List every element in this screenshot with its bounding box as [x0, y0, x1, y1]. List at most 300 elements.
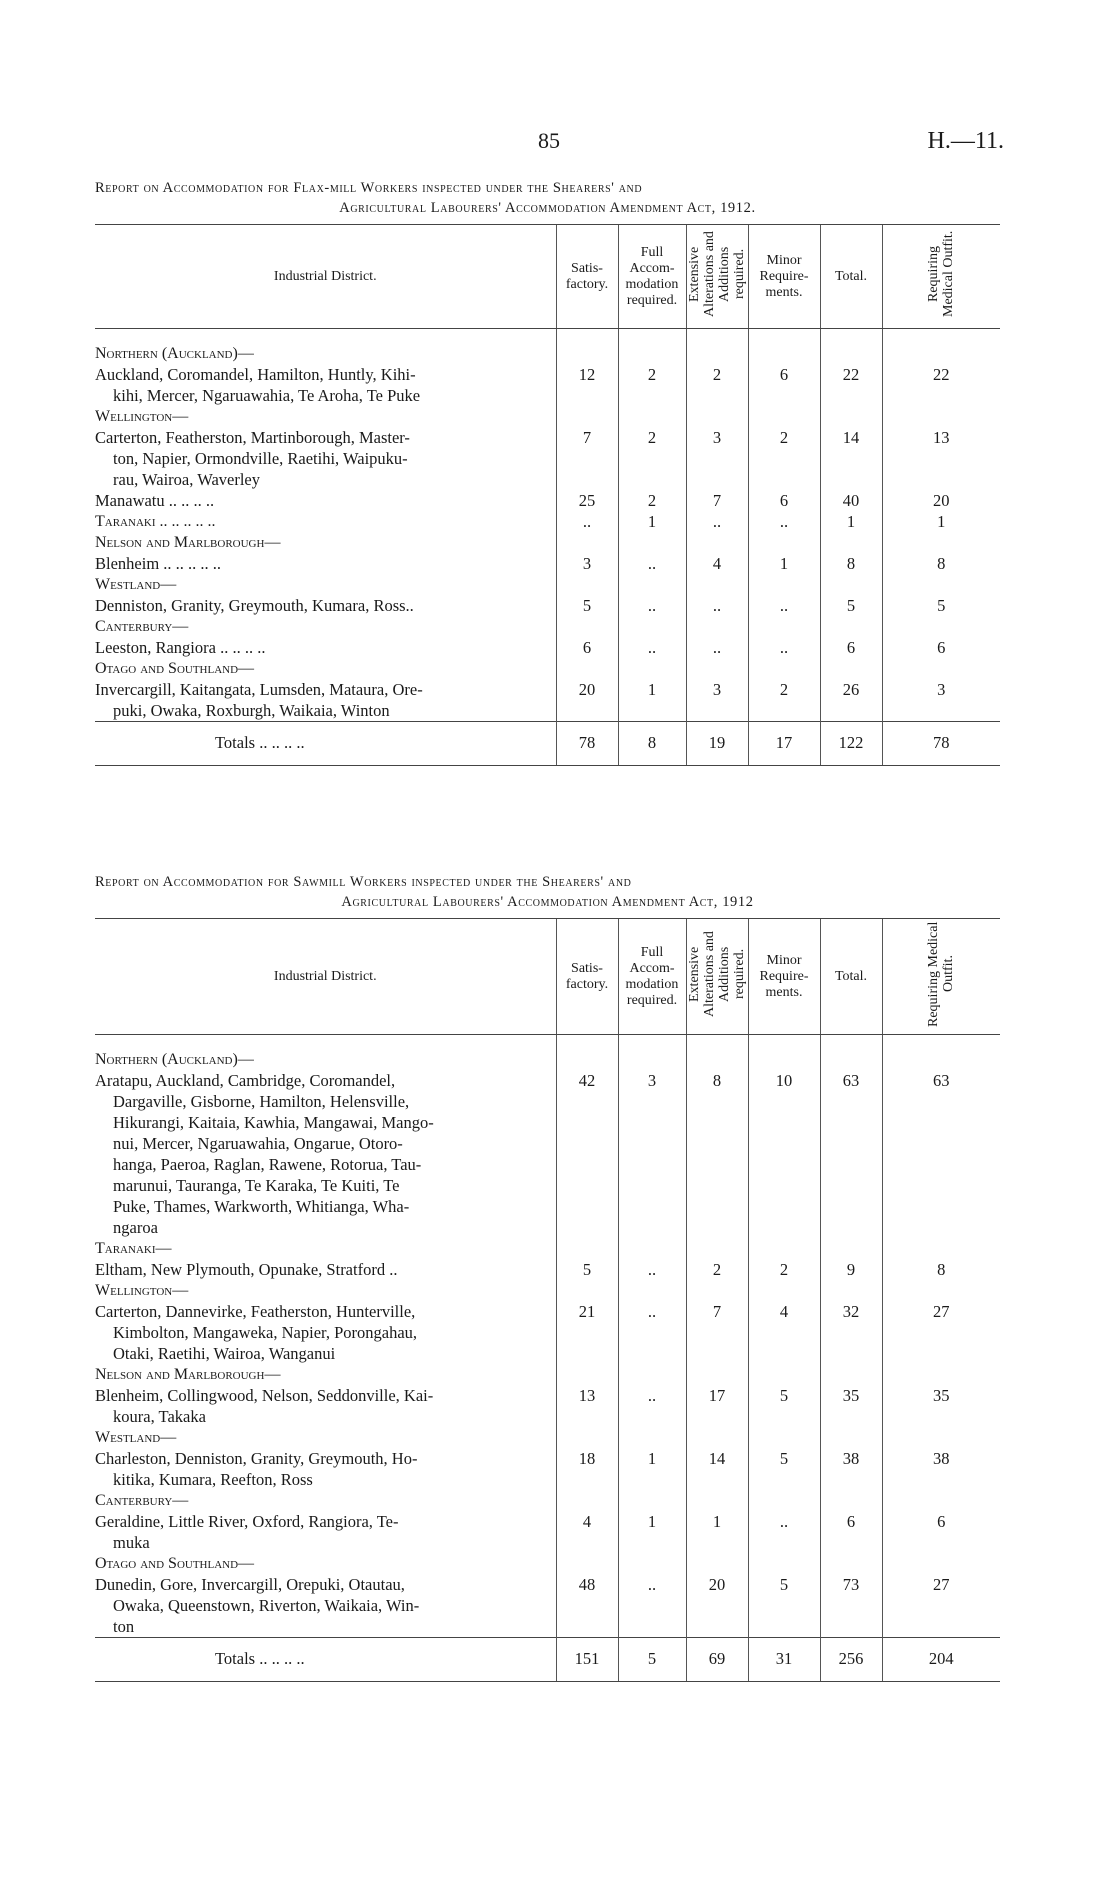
- empty-cell: [748, 1049, 820, 1070]
- cell-minor-requirements: 5: [748, 1574, 820, 1638]
- place-line: kitika, Kumara, Reefton, Ross: [113, 1470, 313, 1489]
- region-row: [95, 658, 1000, 679]
- total-satisfactory: 151: [556, 1638, 618, 1682]
- region-row: [95, 532, 1000, 553]
- place-line: puki, Owaka, Roxburgh, Waikaia, Winton: [113, 701, 390, 720]
- header-requiring-medical-outfit: Requiring Medical Outfit.: [882, 225, 1000, 329]
- cell-requiring-medical-outfit: 20: [882, 490, 1000, 511]
- places-cell: [95, 1448, 556, 1490]
- region-name: Wellington—: [95, 408, 189, 425]
- empty-cell: [618, 1427, 686, 1448]
- cell-extensive-alterations: 14: [686, 1448, 748, 1490]
- cell-minor-requirements: ..: [748, 511, 820, 532]
- place-line: Dargaville, Gisborne, Hamilton, Helensville,: [113, 1092, 410, 1111]
- region-row: [95, 1049, 1000, 1070]
- cell-full-accommodation: ..: [618, 1385, 686, 1427]
- table-row: [95, 490, 1000, 511]
- empty-cell: [618, 1490, 686, 1511]
- region-name: Northern (Auckland)—: [95, 1051, 254, 1068]
- cell-requiring-medical-outfit: 6: [882, 1511, 1000, 1553]
- cell-requiring-medical-outfit: 6: [882, 637, 1000, 658]
- totals-row: [95, 722, 1000, 766]
- total-total: 122: [820, 722, 882, 766]
- cell-extensive-alterations: 3: [686, 427, 748, 490]
- empty-cell: [820, 658, 882, 679]
- region-name: Nelson and Marlborough—: [95, 1366, 281, 1383]
- cell-satisfactory: 5: [556, 1259, 618, 1280]
- empty-cell: [820, 1490, 882, 1511]
- empty-cell: [618, 406, 686, 427]
- header-minor-requirements: Minor Require- ments.: [748, 919, 820, 1035]
- cell-minor-requirements: 5: [748, 1448, 820, 1490]
- empty-cell: [556, 1364, 618, 1385]
- empty-cell: [618, 532, 686, 553]
- place-line: Carterton, Dannevirke, Featherston, Hunterville,: [95, 1302, 416, 1321]
- cell-total: 73: [820, 1574, 882, 1638]
- cell-extensive-alterations: 7: [686, 1301, 748, 1364]
- empty-cell: [618, 1553, 686, 1574]
- empty-cell: [618, 658, 686, 679]
- cell-minor-requirements: ..: [748, 637, 820, 658]
- cell-minor-requirements: 10: [748, 1070, 820, 1238]
- cell-satisfactory: 7: [556, 427, 618, 490]
- empty-cell: [748, 1280, 820, 1301]
- cell-extensive-alterations: 7: [686, 490, 748, 511]
- place-line: Aratapu, Auckland, Cambridge, Coromandel,: [95, 1071, 396, 1090]
- header-industrial-district: Industrial District.: [95, 919, 556, 1035]
- total-extensive-alterations: 19: [686, 722, 748, 766]
- header-total: Total.: [820, 919, 882, 1035]
- cell-requiring-medical-outfit: 38: [882, 1448, 1000, 1490]
- cell-requiring-medical-outfit: 3: [882, 679, 1000, 722]
- place-line: rau, Wairoa, Waverley: [113, 470, 261, 489]
- total-minor-requirements: 17: [748, 722, 820, 766]
- cell-full-accommodation: 1: [618, 1511, 686, 1553]
- place-line: Hikurangi, Kaitaia, Kawhia, Mangawai, Mango-: [113, 1113, 434, 1132]
- table-row: [95, 553, 1000, 574]
- places-cell: [95, 1511, 556, 1553]
- empty-cell: [686, 616, 748, 637]
- cell-total: 38: [820, 1448, 882, 1490]
- report-title-line-2: Agricultural Labourers' Accommodation Amendment Act, 1912.: [339, 200, 756, 216]
- cell-requiring-medical-outfit: 1: [882, 511, 1000, 532]
- empty-cell: [882, 574, 1000, 595]
- cell-extensive-alterations: 2: [686, 364, 748, 406]
- places-cell: [95, 679, 556, 722]
- empty-cell: [686, 1238, 748, 1259]
- header-satisfactory: Satis- factory.: [556, 225, 618, 329]
- table-row: [95, 1511, 1000, 1553]
- empty-cell: [686, 532, 748, 553]
- cell-requiring-medical-outfit: 35: [882, 1385, 1000, 1427]
- cell-minor-requirements: 1: [748, 553, 820, 574]
- report-title: [95, 872, 1000, 912]
- empty-cell: [556, 1490, 618, 1511]
- empty-cell: [618, 1280, 686, 1301]
- total-total: 256: [820, 1638, 882, 1682]
- table-row: [95, 637, 1000, 658]
- cell-full-accommodation: 1: [618, 511, 686, 532]
- region-name: Nelson and Marlborough—: [95, 534, 281, 551]
- report-title-line-2: Agricultural Labourers' Accommodation Amendment Act, 1912: [341, 894, 754, 910]
- cell-requiring-medical-outfit: 5: [882, 595, 1000, 616]
- place-line: Manawatu .. .. .. ..: [95, 491, 215, 510]
- places-cell: [95, 1385, 556, 1427]
- cell-minor-requirements: ..: [748, 595, 820, 616]
- region-row: [95, 1280, 1000, 1301]
- region-row: [95, 1553, 1000, 1574]
- empty-cell: [882, 532, 1000, 553]
- empty-cell: [556, 1049, 618, 1070]
- place-line: Puke, Thames, Warkworth, Whitianga, Wha-: [113, 1197, 410, 1216]
- header-industrial-district: Industrial District.: [95, 225, 556, 329]
- empty-cell: [686, 406, 748, 427]
- place-line: Blenheim .. .. .. .. ..: [95, 554, 222, 573]
- region-name: Westland—: [95, 576, 177, 593]
- accommodation-table: [95, 918, 1000, 1682]
- cell-minor-requirements: 6: [748, 364, 820, 406]
- cell-total: 14: [820, 427, 882, 490]
- place-line: koura, Takaka: [113, 1407, 206, 1426]
- header-satisfactory: Satis- factory.: [556, 919, 618, 1035]
- table-row: [95, 1448, 1000, 1490]
- empty-cell: [882, 406, 1000, 427]
- places-cell: [95, 1301, 556, 1364]
- places-cell: [95, 637, 556, 658]
- table-header-row: [95, 225, 1000, 329]
- empty-cell: [556, 343, 618, 364]
- cell-total: 40: [820, 490, 882, 511]
- cell-full-accommodation: 2: [618, 427, 686, 490]
- totals-label: Totals .. .. .. ..: [95, 722, 556, 766]
- place-line: kihi, Mercer, Ngaruawahia, Te Aroha, Te Puke: [113, 386, 421, 405]
- cell-extensive-alterations: 20: [686, 1574, 748, 1638]
- total-requiring-medical-outfit: 78: [882, 722, 1000, 766]
- empty-cell: [820, 1553, 882, 1574]
- empty-cell: [820, 616, 882, 637]
- sawmill-report: [95, 872, 1000, 1682]
- place-line: Dunedin, Gore, Invercargill, Orepuki, Otautau,: [95, 1575, 405, 1594]
- cell-requiring-medical-outfit: 22: [882, 364, 1000, 406]
- spacer-row: [95, 1035, 1000, 1050]
- place-line: Leeston, Rangiora .. .. .. ..: [95, 638, 266, 657]
- places-cell: [95, 1070, 556, 1238]
- totals-label: Totals .. .. .. ..: [95, 1638, 556, 1682]
- header-extensive-alterations: Extensive Alterations and Additions required.: [686, 225, 748, 329]
- table-row: [95, 1259, 1000, 1280]
- cell-minor-requirements: 4: [748, 1301, 820, 1364]
- table-row: [95, 1574, 1000, 1638]
- table-row: [95, 364, 1000, 406]
- header-total: Total.: [820, 225, 882, 329]
- cell-satisfactory: 6: [556, 637, 618, 658]
- empty-cell: [686, 1364, 748, 1385]
- cell-extensive-alterations: 4: [686, 553, 748, 574]
- cell-extensive-alterations: 17: [686, 1385, 748, 1427]
- region-name: Taranaki .. .. .. .. ..: [95, 513, 216, 530]
- place-line: Denniston, Granity, Greymouth, Kumara, Ross..: [95, 596, 414, 615]
- empty-cell: [882, 1364, 1000, 1385]
- empty-cell: [686, 343, 748, 364]
- empty-cell: [748, 1364, 820, 1385]
- place-line: Otaki, Raetihi, Wairoa, Wanganui: [113, 1344, 336, 1363]
- place-line: Blenheim, Collingwood, Nelson, Seddonville, Kai-: [95, 1386, 434, 1405]
- empty-cell: [882, 1553, 1000, 1574]
- cell-extensive-alterations: 8: [686, 1070, 748, 1238]
- empty-cell: [748, 532, 820, 553]
- region-row: [95, 1490, 1000, 1511]
- cell-requiring-medical-outfit: 27: [882, 1574, 1000, 1638]
- cell-minor-requirements: 5: [748, 1385, 820, 1427]
- cell-full-accommodation: 2: [618, 364, 686, 406]
- empty-cell: [882, 1049, 1000, 1070]
- header-minor-requirements: Minor Require- ments.: [748, 225, 820, 329]
- place-line: muka: [113, 1533, 150, 1552]
- cell-satisfactory: 48: [556, 1574, 618, 1638]
- table-row: [95, 1385, 1000, 1427]
- region-name: Wellington—: [95, 1282, 189, 1299]
- header-requiring-medical-outfit: Requiring Medical Outfit.: [882, 919, 1000, 1035]
- cell-extensive-alterations: 2: [686, 1259, 748, 1280]
- cell-full-accommodation: ..: [618, 553, 686, 574]
- table-row: [95, 679, 1000, 722]
- cell-satisfactory: 4: [556, 1511, 618, 1553]
- total-full-accommodation: 5: [618, 1638, 686, 1682]
- empty-cell: [820, 1364, 882, 1385]
- cell-minor-requirements: 2: [748, 679, 820, 722]
- empty-cell: [882, 1238, 1000, 1259]
- cell-satisfactory: 12: [556, 364, 618, 406]
- places-cell: [95, 364, 556, 406]
- empty-cell: [748, 658, 820, 679]
- place-line: Invercargill, Kaitangata, Lumsden, Mataura, Ore-: [95, 680, 423, 699]
- total-requiring-medical-outfit: 204: [882, 1638, 1000, 1682]
- table-header-row: [95, 919, 1000, 1035]
- cell-full-accommodation: 2: [618, 490, 686, 511]
- empty-cell: [748, 1553, 820, 1574]
- region-name: Northern (Auckland)—: [95, 345, 254, 362]
- cell-extensive-alterations: 1: [686, 1511, 748, 1553]
- empty-cell: [748, 1427, 820, 1448]
- empty-cell: [686, 1427, 748, 1448]
- empty-cell: [686, 1049, 748, 1070]
- empty-cell: [882, 658, 1000, 679]
- region-name: Westland—: [95, 1429, 177, 1446]
- place-line: Geraldine, Little River, Oxford, Rangiora, Te-: [95, 1512, 399, 1531]
- cell-requiring-medical-outfit: 27: [882, 1301, 1000, 1364]
- place-line: Charleston, Denniston, Granity, Greymouth, Ho-: [95, 1449, 418, 1468]
- cell-total: 6: [820, 637, 882, 658]
- cell-total: 9: [820, 1259, 882, 1280]
- cell-minor-requirements: 6: [748, 490, 820, 511]
- empty-cell: [556, 616, 618, 637]
- empty-cell: [556, 1553, 618, 1574]
- empty-cell: [820, 406, 882, 427]
- empty-cell: [882, 343, 1000, 364]
- empty-cell: [618, 574, 686, 595]
- region-name: Canterbury—: [95, 618, 189, 635]
- cell-total: 32: [820, 1301, 882, 1364]
- header-full-accommodation: Full Accom- modation required.: [618, 225, 686, 329]
- region-row: [95, 1427, 1000, 1448]
- cell-total: 26: [820, 679, 882, 722]
- place-line: hanga, Paeroa, Raglan, Rawene, Rotorua, Tau-: [113, 1155, 422, 1174]
- empty-cell: [618, 616, 686, 637]
- cell-total: 8: [820, 553, 882, 574]
- empty-cell: [556, 1280, 618, 1301]
- region-row: [95, 616, 1000, 637]
- empty-cell: [618, 343, 686, 364]
- cell-requiring-medical-outfit: 8: [882, 553, 1000, 574]
- place-line: ton, Napier, Ormondville, Raetihi, Waipuku-: [113, 449, 408, 468]
- empty-cell: [686, 658, 748, 679]
- cell-minor-requirements: 2: [748, 427, 820, 490]
- empty-cell: [556, 658, 618, 679]
- cell-satisfactory: 25: [556, 490, 618, 511]
- region-name: Canterbury—: [95, 1492, 189, 1509]
- cell-full-accommodation: ..: [618, 595, 686, 616]
- cell-total: 22: [820, 364, 882, 406]
- empty-cell: [748, 1238, 820, 1259]
- places-cell: [95, 595, 556, 616]
- region-name: Otago and Southland—: [95, 660, 255, 677]
- cell-satisfactory: 21: [556, 1301, 618, 1364]
- cell-full-accommodation: 1: [618, 1448, 686, 1490]
- total-satisfactory: 78: [556, 722, 618, 766]
- empty-cell: [882, 1490, 1000, 1511]
- empty-cell: [686, 1280, 748, 1301]
- cell-minor-requirements: 2: [748, 1259, 820, 1280]
- empty-cell: [748, 406, 820, 427]
- cell-extensive-alterations: ..: [686, 637, 748, 658]
- place-line: marunui, Tauranga, Te Karaka, Te Kuiti, Te: [113, 1176, 400, 1195]
- empty-cell: [748, 616, 820, 637]
- empty-cell: [556, 1427, 618, 1448]
- total-minor-requirements: 31: [748, 1638, 820, 1682]
- places-cell: [95, 427, 556, 490]
- cell-requiring-medical-outfit: 63: [882, 1070, 1000, 1238]
- empty-cell: [820, 1049, 882, 1070]
- place-line: ton: [113, 1617, 135, 1636]
- cell-requiring-medical-outfit: 13: [882, 427, 1000, 490]
- empty-cell: [820, 532, 882, 553]
- cell-full-accommodation: 3: [618, 1070, 686, 1238]
- cell-satisfactory: ..: [556, 511, 618, 532]
- empty-cell: [820, 343, 882, 364]
- empty-cell: [820, 574, 882, 595]
- region-row: [95, 343, 1000, 364]
- document-reference: H.—11.: [927, 128, 1004, 154]
- region-row: [95, 574, 1000, 595]
- empty-cell: [556, 406, 618, 427]
- cell-satisfactory: 18: [556, 1448, 618, 1490]
- empty-cell: [686, 1553, 748, 1574]
- empty-cell: [618, 1238, 686, 1259]
- region-row: [95, 1238, 1000, 1259]
- header-full-accommodation: Full Accom- modation required.: [618, 919, 686, 1035]
- empty-cell: [618, 1364, 686, 1385]
- cell-total: 6: [820, 1511, 882, 1553]
- empty-cell: [556, 1238, 618, 1259]
- place-line: Owaka, Queenstown, Riverton, Waikaia, Win-: [113, 1596, 420, 1615]
- place-line: Eltham, New Plymouth, Opunake, Stratford ..: [95, 1260, 398, 1279]
- place-line: Auckland, Coromandel, Hamilton, Huntly, Kihi-: [95, 365, 416, 384]
- report-title-line-1: Report on Accommodation for Sawmill Workers inspected under the Shearers' and: [95, 874, 632, 890]
- report-title-line-1: Report on Accommodation for Flax-mill Workers inspected under the Shearers' and: [95, 180, 643, 196]
- cell-extensive-alterations: ..: [686, 595, 748, 616]
- empty-cell: [748, 343, 820, 364]
- cell-satisfactory: 42: [556, 1070, 618, 1238]
- cell-full-accommodation: ..: [618, 1259, 686, 1280]
- cell-full-accommodation: ..: [618, 1574, 686, 1638]
- total-full-accommodation: 8: [618, 722, 686, 766]
- flax-mill-report: [95, 178, 1000, 766]
- region-name: Taranaki—: [95, 1240, 172, 1257]
- region-row: [95, 406, 1000, 427]
- empty-cell: [820, 1280, 882, 1301]
- place-line: Carterton, Featherston, Martinborough, Master-: [95, 428, 410, 447]
- cell-full-accommodation: ..: [618, 1301, 686, 1364]
- empty-cell: [820, 1427, 882, 1448]
- table-row: [95, 427, 1000, 490]
- empty-cell: [748, 574, 820, 595]
- place-line: nui, Mercer, Ngaruawahia, Ongarue, Otoro-: [113, 1134, 403, 1153]
- header-extensive-alterations: Extensive Alterations and Additions required.: [686, 919, 748, 1035]
- totals-row: [95, 1638, 1000, 1682]
- table-row: [95, 1301, 1000, 1364]
- empty-cell: [820, 1238, 882, 1259]
- cell-total: 63: [820, 1070, 882, 1238]
- total-extensive-alterations: 69: [686, 1638, 748, 1682]
- cell-requiring-medical-outfit: 8: [882, 1259, 1000, 1280]
- empty-cell: [882, 616, 1000, 637]
- page-number: 85: [538, 128, 560, 153]
- place-line: Kimbolton, Mangaweka, Napier, Porongahau,: [113, 1323, 418, 1342]
- table-row: [95, 595, 1000, 616]
- places-cell: [95, 490, 556, 511]
- places-cell: [95, 553, 556, 574]
- cell-full-accommodation: ..: [618, 637, 686, 658]
- empty-cell: [748, 1490, 820, 1511]
- cell-satisfactory: 20: [556, 679, 618, 722]
- accommodation-table: [95, 224, 1000, 766]
- empty-cell: [882, 1280, 1000, 1301]
- report-title: [95, 178, 1000, 218]
- empty-cell: [556, 574, 618, 595]
- cell-total: 5: [820, 595, 882, 616]
- region-row: [95, 1364, 1000, 1385]
- empty-cell: [618, 1049, 686, 1070]
- empty-cell: [556, 532, 618, 553]
- empty-cell: [882, 1427, 1000, 1448]
- cell-full-accommodation: 1: [618, 679, 686, 722]
- empty-cell: [686, 1490, 748, 1511]
- places-cell: [95, 1259, 556, 1280]
- place-line: ngaroa: [113, 1218, 158, 1237]
- places-cell: [95, 1574, 556, 1638]
- table-row: [95, 1070, 1000, 1238]
- cell-satisfactory: 13: [556, 1385, 618, 1427]
- cell-extensive-alterations: ..: [686, 511, 748, 532]
- cell-satisfactory: 5: [556, 595, 618, 616]
- cell-minor-requirements: ..: [748, 1511, 820, 1553]
- spacer-row: [95, 329, 1000, 344]
- page-header: [0, 128, 1114, 158]
- region-name: Otago and Southland—: [95, 1555, 255, 1572]
- region-row: [95, 511, 1000, 532]
- cell-satisfactory: 3: [556, 553, 618, 574]
- cell-total: 1: [820, 511, 882, 532]
